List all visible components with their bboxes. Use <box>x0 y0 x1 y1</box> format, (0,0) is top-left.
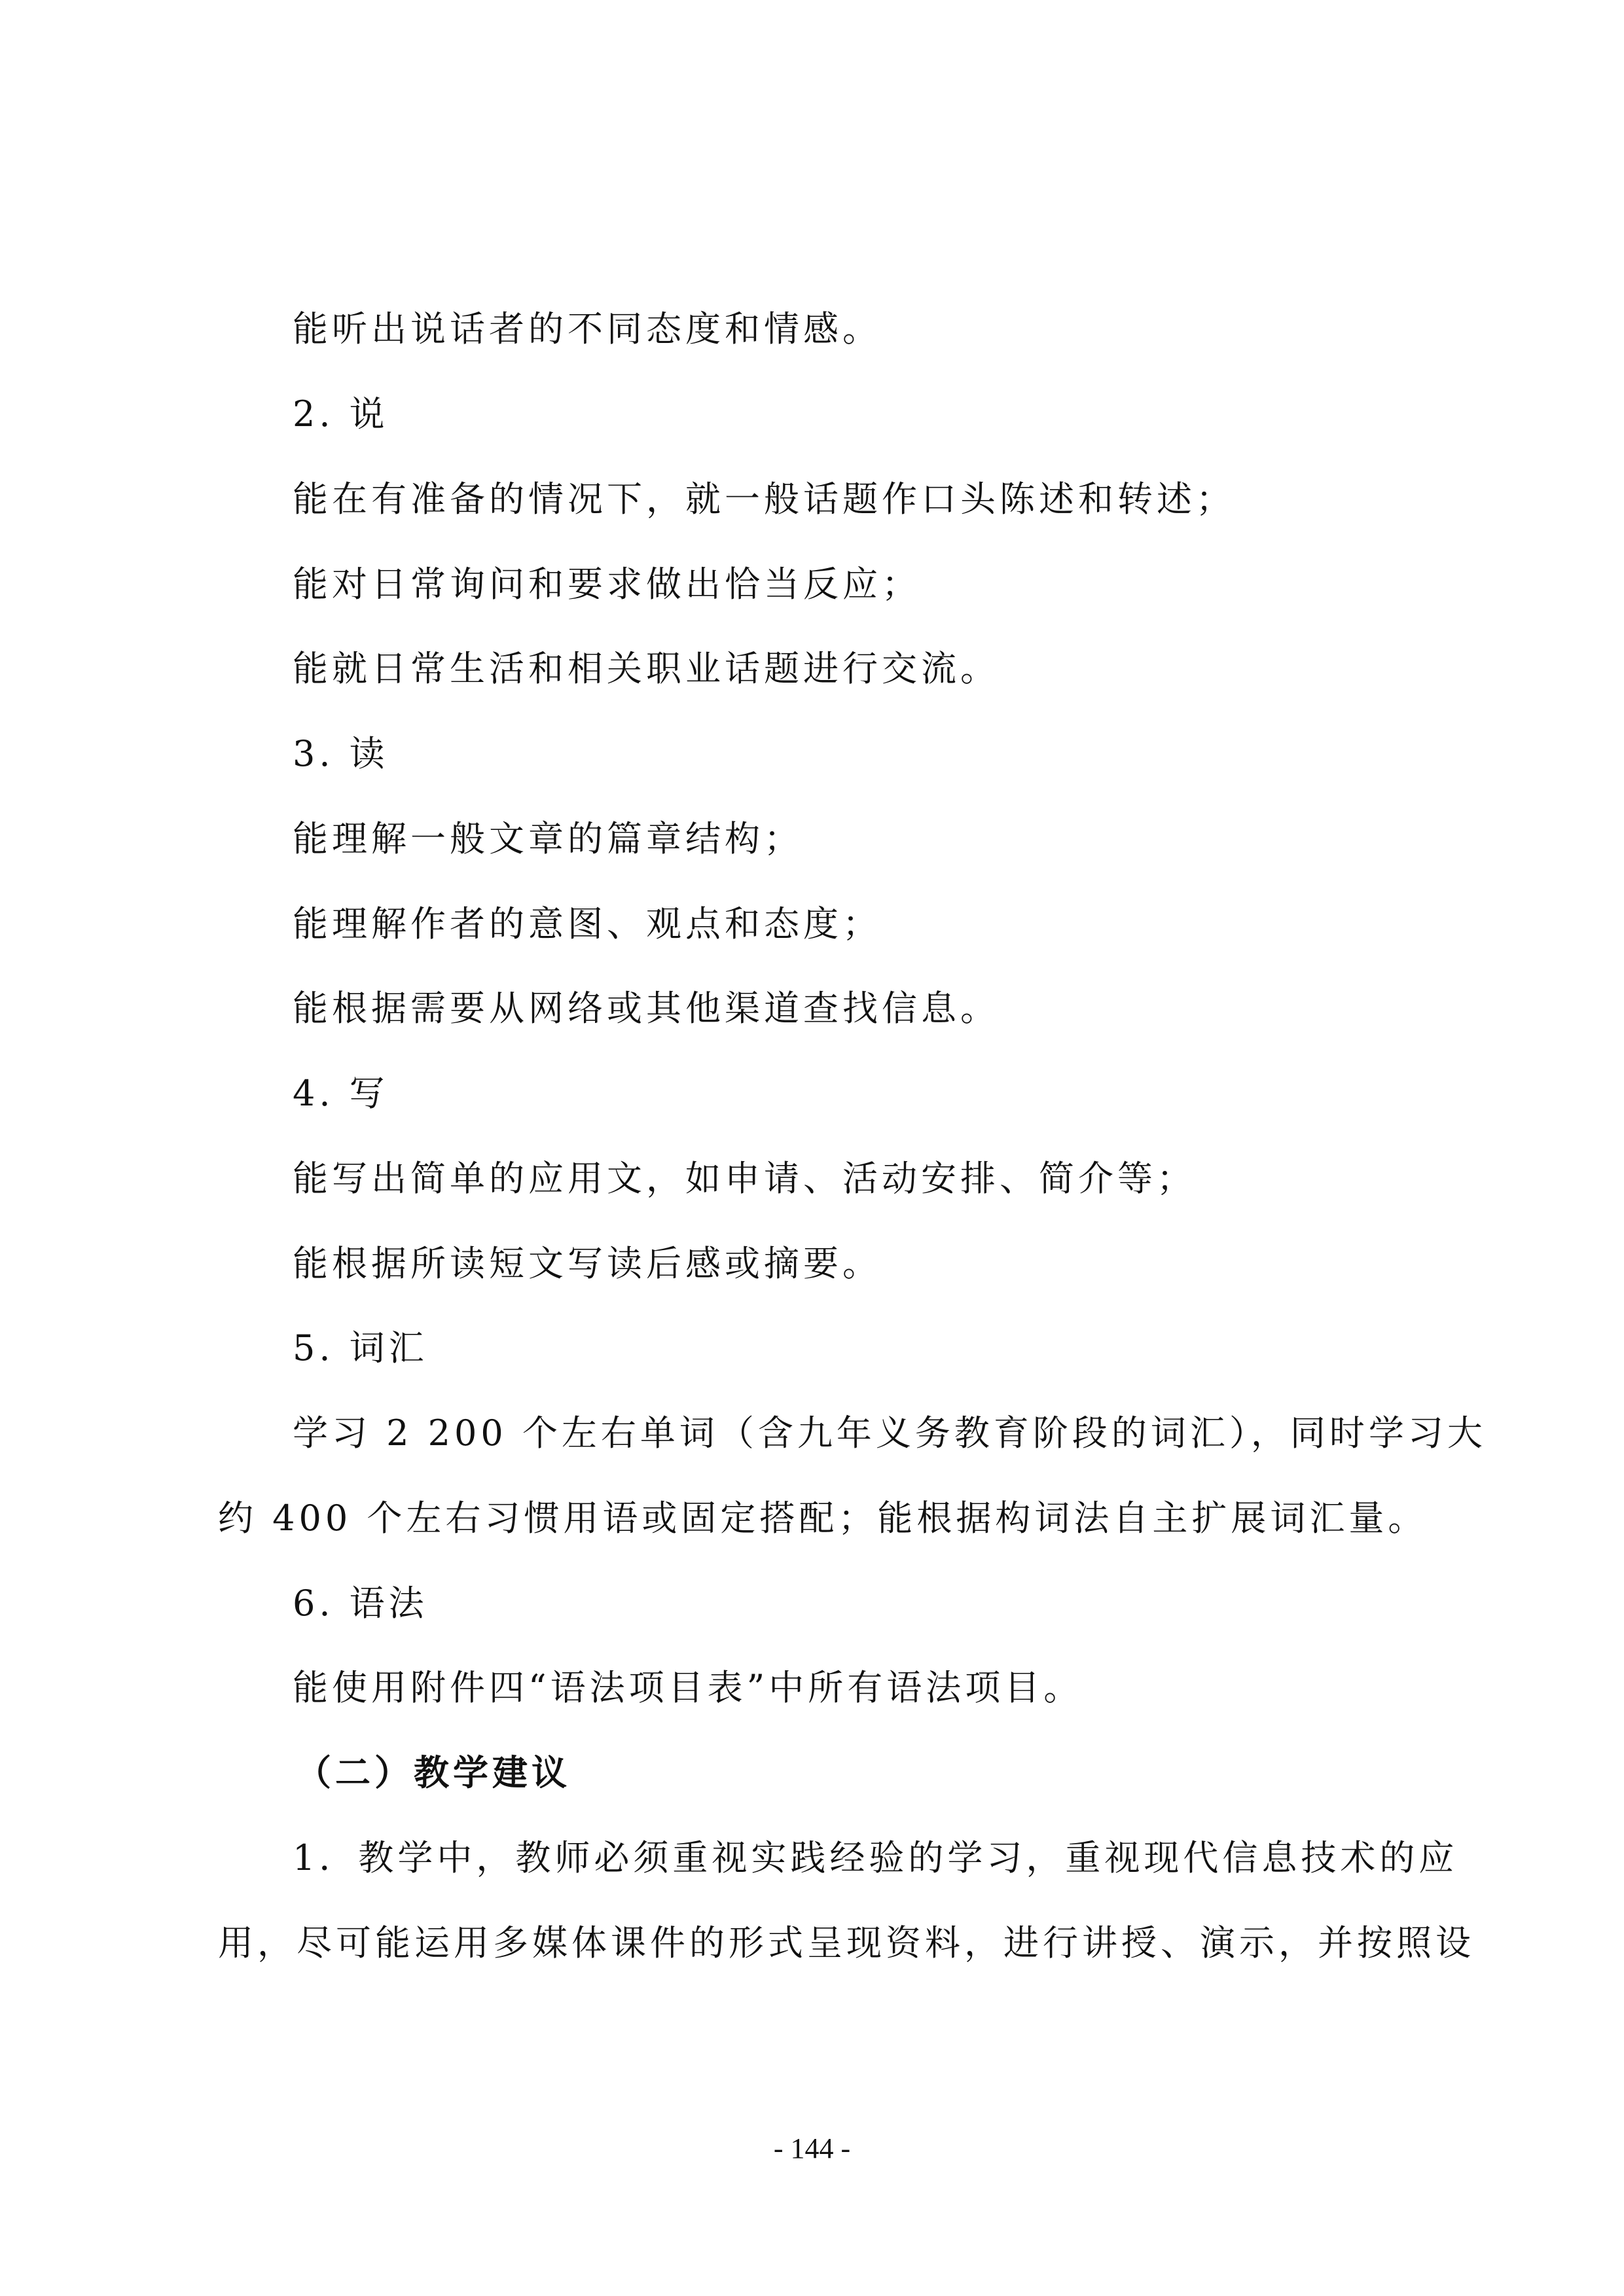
section-heading-vocabulary: 5. 词汇 <box>293 1327 428 1369</box>
paragraph-line: 能在有准备的情况下，就一般话题作口头陈述和转述； <box>293 478 1235 520</box>
section-heading-speak: 2. 说 <box>293 393 389 435</box>
paragraph-line: 能理解一般文章的篇章结构； <box>293 818 803 859</box>
section-heading-grammar: 6. 语法 <box>293 1583 428 1624</box>
paragraph-line: 能使用附件四“语法项目表”中所有语法项目。 <box>293 1667 1083 1708</box>
page-number: - 144 - <box>773 2132 851 2164</box>
paragraph-line: 能听出说话者的不同态度和情感。 <box>293 308 882 350</box>
paragraph-line: 能理解作者的意图、观点和态度； <box>293 903 882 944</box>
paragraph-line: 能就日常生活和相关职业话题进行交流。 <box>293 648 1000 689</box>
subsection-heading-teaching-suggestions: （二）教学建议 <box>296 1752 571 1793</box>
paragraph-line: 能根据所读短文写读后感或摘要。 <box>293 1243 882 1284</box>
paragraph-line: 能对日常询问和要求做出恰当反应； <box>293 564 921 605</box>
paragraph-line: 能写出简单的应用文，如申请、活动安排、简介等； <box>293 1158 1196 1199</box>
paragraph-line: 能根据需要从网络或其他渠道查找信息。 <box>293 988 1000 1029</box>
section-heading-write: 4. 写 <box>293 1073 389 1114</box>
paragraph-line: 学习 2 200 个左右单词（含九年义务教育阶段的词汇），同时学习大 <box>293 1412 1487 1454</box>
paragraph-line: 1．教学中，教师必须重视实践经验的学习，重视现代信息技术的应 <box>293 1837 1458 1878</box>
paragraph-line: 用，尽可能运用多媒体课件的形式呈现资料，进行讲授、演示，并按照设 <box>218 1922 1475 1964</box>
paragraph-line: 约 400 个左右习惯用语或固定搭配；能根据构词法自主扩展词汇量。 <box>218 1498 1428 1539</box>
section-heading-read: 3. 读 <box>293 733 389 774</box>
